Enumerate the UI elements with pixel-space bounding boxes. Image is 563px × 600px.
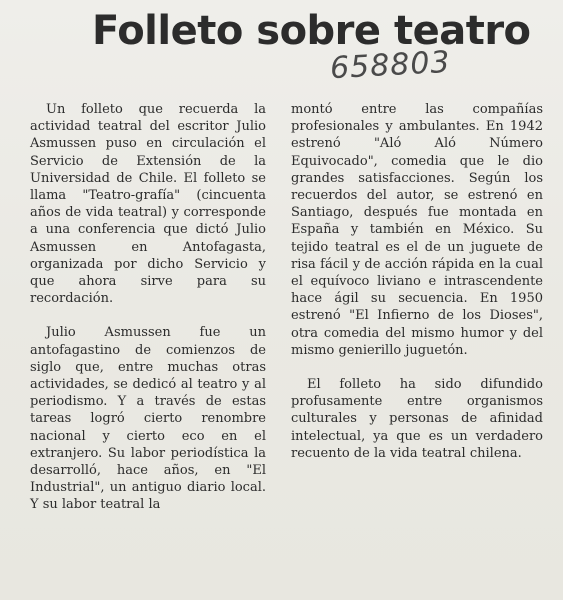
article-column-right (291, 101, 543, 479)
handwritten-archive-number: 658803 (329, 44, 452, 87)
article-headline: Folleto sobre teatro (92, 8, 531, 54)
paragraph-1: Un folleto que recuerda la actividad teatral del escritor Julio Asmussen puso en circulación el Servicio de Extensión de la Universidad de Chile. El folleto se llama "Teatro-grafía" (cincuenta años de vida teatral) y corresponde a una conferencia que dictó Julio Asmussen en Antofagasta, organizada por dicho Servicio y que ahora sirve para su recordación. (30, 102, 266, 307)
paragraph-4: El folleto ha sido difundido profusamente entre organismos culturales y personas de afinidad intelectual, ya que es un verdadero recuento de la vida teatral chilena. (291, 377, 543, 461)
paragraph-2: Julio Asmussen fue un antofagastino de comienzos de siglo que, entre muchas otras actividades, se dedicó al teatro y al periodismo. Y a través de estas tareas logró cierto renombre nacional y cierto eco en el extranjero. Su labor periodística la desarrolló, hace años, en "El Industrial", un antiguo diario local. Y su labor teatral la (30, 325, 266, 513)
paragraph-3: montó entre las compañías profesionales y ambulantes. En 1942 estrenó "Aló Aló Número Equivocado", comedia que le dio grandes satisfacciones. Según los recuerdos del autor, se estrenó en Santiago, después fue montada en España y también en México. Su tejido teatral es el de un juguete de risa fácil y de acción rápida en la cual el equívoco liviano e intrascendente hace ágil su secuencia. En 1950 estrenó "El Infierno de los Dioses", otra comedia del mismo humor y del mismo genierillo juguetón. (291, 102, 543, 358)
article-column-left (30, 101, 266, 531)
